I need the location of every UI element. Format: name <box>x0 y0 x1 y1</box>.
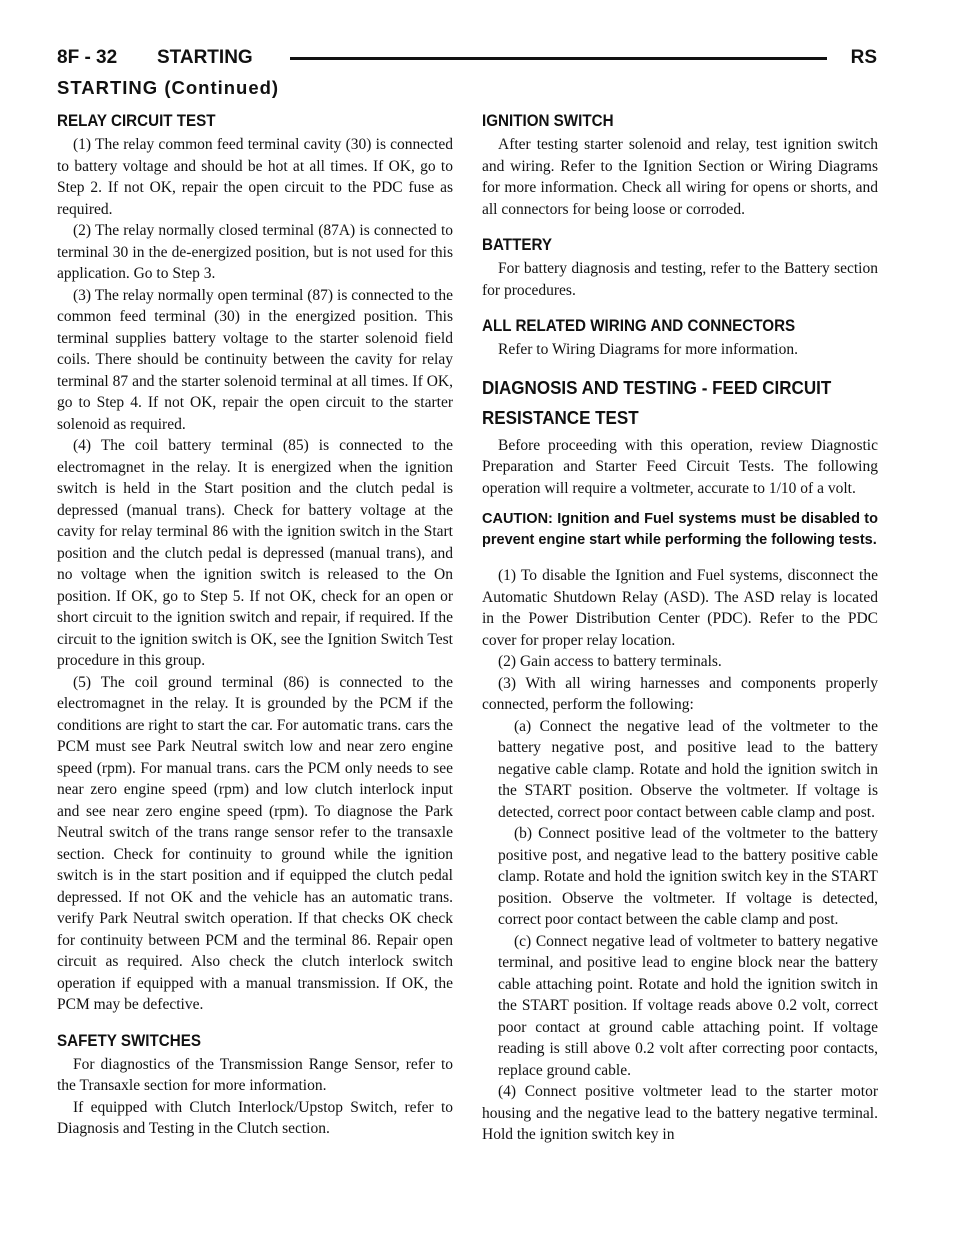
diagnosis-heading-line-2: RESISTANCE TEST <box>482 406 639 428</box>
relay-step-1: (1) The relay common feed terminal cavity (30) is connected to battery voltage and should be hot at all times. If OK, go to Step 2. If not OK, repair the open circuit to the PDC fuse as required. <box>57 136 453 218</box>
relay-step-5: (5) The coil ground terminal (86) is connected to the electromagnet in the relay. It is grounded by the PCM if the conditions are right to start the car. For automatic trans. cars the PCM must see Park Neutral switch low and near zero engine speed (rpm). For manual trans. cars the PCM only needs to see near zero engine speed (rpm) and low clutch interlock input and see near zero engine speed (rpm). To diagnose the Park Neutral switch of the trans range sensor refer to the transaxle section. Check for continuity to ground while the ignition switch is in the start position and if equipped the clutch pedal depressed. If not OK and the vehicle has an automatic trans. verify Park Neutral switch operation. If that checks OK check for continuity between PCM and the terminal 86. Repair open circuit as required. Also check the clutch interlock switch operation if equipped with a manual transmission. If OK, the PCM may be defective. <box>57 673 453 1013</box>
wiring-heading: ALL RELATED WIRING AND CONNECTORS <box>482 317 796 335</box>
left-column <box>57 110 453 1140</box>
header-rule <box>290 57 827 60</box>
caution-note: CAUTION: Ignition and Fuel systems must be disabled to prevent engine start while performing the following tests. <box>482 511 878 548</box>
page-header <box>57 47 877 71</box>
safety-switches-heading: SAFETY SWITCHES <box>57 1031 201 1050</box>
relay-step-3: (3) The relay normally open terminal (87) is connected to the common feed terminal (30) in the energized position. This terminal supplies battery voltage to the starter solenoid field coils. There should be continuity between the cavity for relay terminal 87 and the starter solenoid terminal at all times. If OK, go to Step 4. If not OK, repair the open circuit to the starter solenoid as required. <box>57 286 453 433</box>
right-column <box>482 110 878 1146</box>
safety-paragraph-2: If equipped with Clutch Interlock/Upstop Switch, refer to Diagnosis and Testing in the Clutch section. <box>57 1098 453 1137</box>
relay-step-4: (4) The coil battery terminal (85) is connected to the electromagnet in the relay. It is energized when the ignition switch is held in the Start position and the clutch pedal is depressed (manual trans). Check for battery voltage at the cavity for relay terminal 86 with the ignition switch in the Start position and the clutch pedal is depressed (manual trans), and no voltage when the ignition switch is released to the On position. If OK, go to Step 5. If not OK, check for an open or short circuit to the ignition switch and repair, if required. If the circuit to the ignition switch is OK, see the Ignition Switch Test procedure in this group. <box>57 437 453 669</box>
page-number: 8F - 32 <box>57 47 118 68</box>
test-step-1: (1) To disable the Ignition and Fuel systems, disconnect the Automatic Shutdown Relay (ASD). The ASD relay is located in the Power Distribution Center (PDC). Refer to the PDC cover for proper relay location. <box>482 567 878 649</box>
ignition-switch-heading: IGNITION SWITCH <box>482 112 614 130</box>
test-step-4: (4) Connect positive voltmeter lead to the starter motor housing and the negative lead to the battery negative terminal. Hold the ignition switch key in <box>482 1083 878 1143</box>
test-step-3c: (c) Connect negative lead of voltmeter to battery negative terminal, and positive lead to engine block near the battery cable attaching point. Rotate and hold the ignition switch in the START position. If voltage reads above 0.2 volt, correct poor contact at ground cable attaching point. If voltage reading is still above 0.2 volt after correcting poor contacts, replace ground cable. <box>498 932 878 1079</box>
diagnosis-intro: Before proceeding with this operation, review Diagnostic Preparation and Starter Feed Circuit Tests. The following operation will require a voltmeter, accurate to 1/10 of a volt. <box>482 436 878 497</box>
battery-paragraph: For battery diagnosis and testing, refer to the Battery section for procedures. <box>482 260 878 299</box>
battery-heading: BATTERY <box>482 236 553 254</box>
relay-step-2: (2) The relay normally closed terminal (87A) is connected to terminal 30 in the de-energized position, but is not used for this application. Go to Step 3. <box>57 222 453 282</box>
section-title: STARTING <box>157 47 253 68</box>
ignition-paragraph: After testing starter solenoid and relay, test ignition switch and wiring. Refer to the Ignition Section or Wiring Diagrams for more information. Check all wiring for opens or shorts, and all connectors for being loose or corroded. <box>482 136 878 218</box>
test-step-3: (3) With all wiring harnesses and components properly connected, perform the following: <box>482 674 878 713</box>
safety-paragraph-1: For diagnostics of the Transmission Range Sensor, refer to the Transaxle section for more information. <box>57 1055 453 1094</box>
wiring-paragraph: Refer to Wiring Diagrams for more information. <box>498 341 798 358</box>
diagnosis-heading-line-1: DIAGNOSIS AND TESTING - FEED CIRCUIT <box>482 376 832 398</box>
continued-heading: STARTING (Continued) <box>57 77 280 98</box>
test-step-3a: (a) Connect the negative lead of the voltmeter to the battery negative post, and positive lead to the battery negative cable clamp. Rotate and hold the ignition switch in the START position. Observe the voltmeter. If voltage is detected, correct poor contact between cable clamp and post. <box>498 717 878 821</box>
relay-circuit-test-heading: RELAY CIRCUIT TEST <box>57 112 216 130</box>
test-step-2: (2) Gain access to battery terminals. <box>498 653 722 670</box>
test-step-3b: (b) Connect positive lead of the voltmeter to the battery positive post, and negative lead to the battery positive cable clamp. Rotate and hold the ignition switch key in the START position. Observe the voltmeter. If voltage is detected, correct poor contact between the cable clamp and post. <box>498 825 878 928</box>
model-code: RS <box>850 47 877 68</box>
